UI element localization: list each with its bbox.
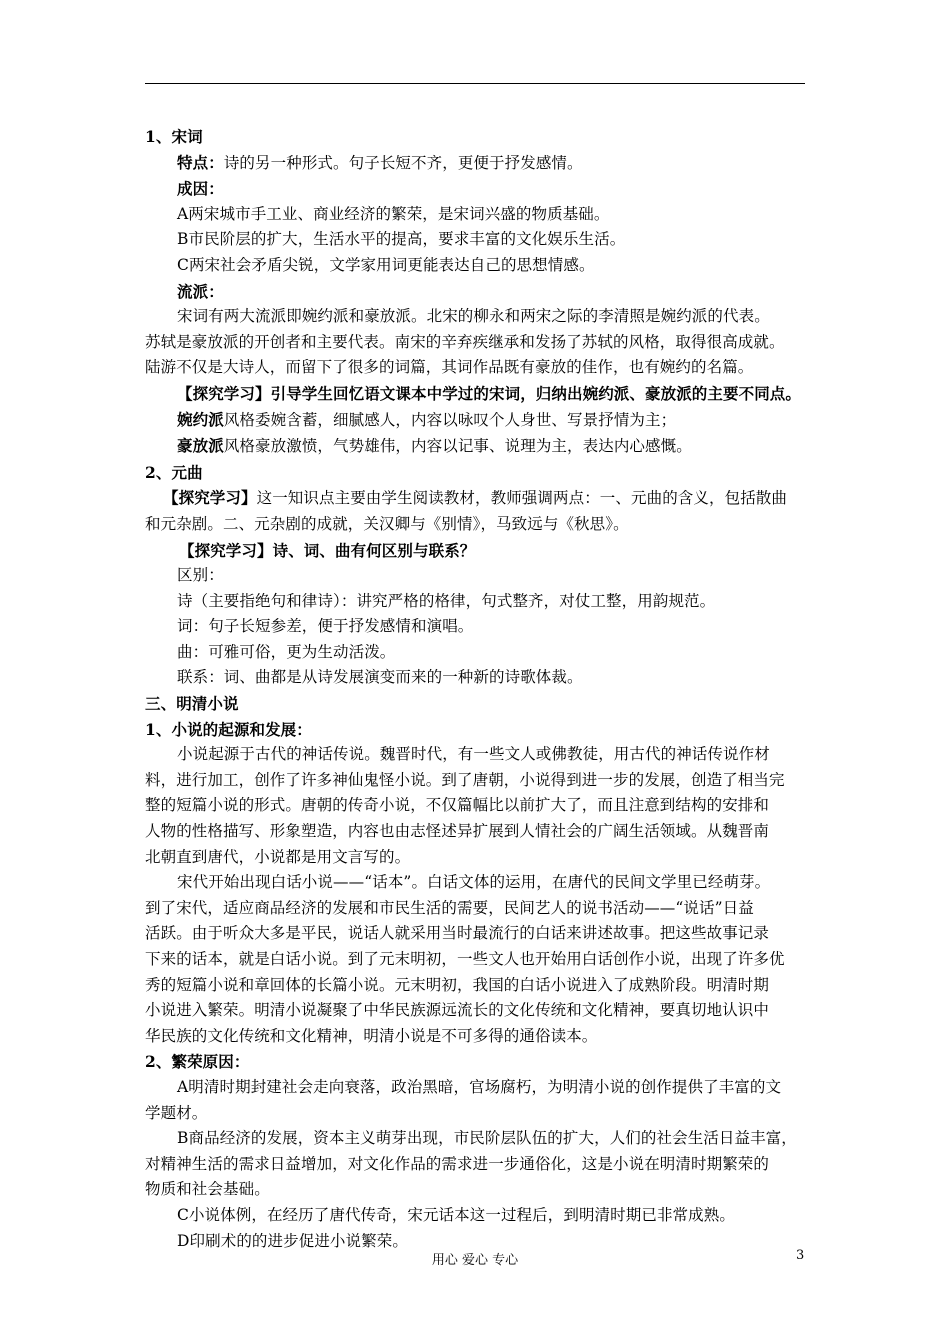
origin-p2-line: 小说进入繁荣。明清小说凝聚了中华民族源远流长的文化传统和文化精神，要真切地认识中 bbox=[145, 1001, 770, 1020]
diff-shi: 诗（主要指绝句和律诗）：讲究严格的格律，句式整齐，对仗工整，用韵规范。 bbox=[177, 591, 716, 610]
origin-p2-line: 下来的话本，就是白话小说。到了元末明初，一些文人也开始用白话创作小说，出现了许多优 bbox=[145, 950, 785, 968]
page-number: 3 bbox=[796, 1248, 805, 1263]
subsection-reasons: 2、繁荣原因： bbox=[145, 1052, 250, 1072]
origin-p2-line: 活跃。由于听众大多是平民，说话人就采用当时最流行的白话来讲述故事。把这些故事记录 bbox=[145, 924, 770, 943]
label-difference: 区别： bbox=[177, 566, 224, 585]
origin-p1-line: 整的短篇小说的形式。唐朝的传奇小说，不仅篇幅比以前扩大了，而且注意到结构的安排和 bbox=[145, 796, 770, 815]
origin-p2-line: 到了宋代，适应商品经济的发展和市民生活的需要，民间艺人的说书活动——“说话”日益 bbox=[145, 898, 754, 917]
cause-b: B市民阶层的扩大，生活水平的提高，要求丰富的文化娱乐生活。 bbox=[177, 230, 626, 249]
origin-p2-line: 秀的短篇小说和章回体的长篇小说。元末明初，我国的白话小说进入了成熟阶段。明清时期 bbox=[145, 975, 770, 994]
origin-p1-line: 人物的性格描写、形象塑造，内容也由志怪述异扩展到人情社会的广阔生活领域。从魏晋南 bbox=[145, 822, 770, 841]
cause-c: C两宋社会矛盾尖锐，文学家用词更能表达自己的思想情感。 bbox=[177, 255, 595, 274]
reason-b-line: B商品经济的发展，资本主义萌芽出现，市民阶层队伍的扩大，人们的社会生活日益丰富， bbox=[177, 1129, 797, 1148]
inquiry-compare: 【探究学习】诗、词、曲有何区别与联系？ bbox=[179, 540, 476, 560]
school-line-3: 陆游不仅是大诗人，而留下了很多的词篇，其词作品既有豪放的佳作，也有婉约的名篇。 bbox=[145, 358, 754, 377]
subsection-origin: 1、小说的起源和发展： bbox=[145, 719, 312, 739]
reason-c: C小说体例，在经历了唐代传奇，宋元话本这一过程后，到明清时期已非常成熟。 bbox=[177, 1205, 735, 1224]
paragraph-feature: 特点：诗的另一种形式。句子长短不齐，更便于抒发感情。 bbox=[177, 152, 583, 172]
wanyue-line: 婉约派风格委婉含蓄，细腻感人，内容以咏叹个人身世、写景抒情为主； bbox=[177, 409, 677, 429]
origin-p1-line: 北朝直到唐代，小说都是用文言写的。 bbox=[145, 847, 411, 866]
diff-ci: 词：句子长短参差，便于抒发感情和演唱。 bbox=[177, 617, 474, 636]
label-school: 流派： bbox=[177, 281, 224, 301]
cause-a: A两宋城市手工业、商业经济的繁荣，是宋词兴盛的物质基础。 bbox=[177, 204, 610, 223]
section-title-yuanqu: 2、元曲 bbox=[145, 462, 203, 482]
origin-p2-line: 华民族的文化传统和文化精神，明清小说是不可多得的通俗读本。 bbox=[145, 1026, 598, 1045]
inquiry-songci: 【探究学习】引导学生回忆语文课本中学过的宋词，归纳出婉约派、豪放派的主要不同点。 bbox=[177, 383, 802, 403]
inquiry-yuanqu-line-2: 和元杂剧。二、元杂剧的成就，关汉卿与《别情》，马致远与《秋思》。 bbox=[145, 514, 629, 533]
section-title-songci: 1、宋词 bbox=[145, 127, 203, 146]
diff-qu: 曲：可雅可俗，更为生动活泼。 bbox=[177, 642, 396, 661]
document-body bbox=[145, 124, 810, 1254]
header-rule bbox=[145, 83, 805, 84]
school-line-1: 宋词有两大流派即婉约派和豪放派。北宋的柳永和两宋之际的李清照是婉约派的代表。 bbox=[177, 307, 770, 326]
reason-a-line: 学题材。 bbox=[145, 1103, 208, 1122]
origin-p1-line: 小说起源于古代的神话传说。魏晋时代，有一些文人或佛教徒，用古代的神话传说作材 bbox=[177, 745, 770, 764]
reason-d: D印刷术的的进步促进小说繁荣。 bbox=[177, 1231, 408, 1250]
school-line-2: 苏轼是豪放派的开创者和主要代表。南宋的辛弃疾继承和发扬了苏轼的风格，取得很高成就。 bbox=[145, 332, 785, 351]
haofang-line: 豪放派风格豪放激愤，气势雄伟，内容以记事、说理为主，表达内心感慨。 bbox=[177, 436, 692, 456]
page-footer: 用心 爱心 专心 bbox=[431, 1253, 519, 1268]
origin-p1-line: 料，进行加工，创作了许多神仙鬼怪小说。到了唐朝，小说得到进一步的发展，创造了相当完 bbox=[145, 770, 785, 789]
reason-a-line: A明清时期封建社会走向衰落，政治黑暗，官场腐朽，为明清小说的创作提供了丰富的文 bbox=[177, 1077, 782, 1096]
label-cause: 成因： bbox=[177, 179, 224, 199]
section-title-mingqing: 三、明清小说 bbox=[145, 694, 239, 714]
reason-b-line: 对精神生活的需求日益增加，对文化作品的需求进一步通俗化，这是小说在明清时期繁荣的 bbox=[145, 1154, 770, 1173]
origin-p2-line: 宋代开始出现白话小说——“话本”。白话文体的运用，在唐代的民间文学里已经萌芽。 bbox=[177, 873, 771, 892]
inquiry-yuanqu-line-1: 【探究学习】这一知识点主要由学生阅读教材，教师强调两点：一、元曲的含义，包括散曲 bbox=[163, 488, 788, 508]
reason-b-line: 物质和社会基础。 bbox=[145, 1180, 270, 1199]
link-line: 联系：词、曲都是从诗发展演变而来的一种新的诗歌体裁。 bbox=[177, 668, 583, 687]
